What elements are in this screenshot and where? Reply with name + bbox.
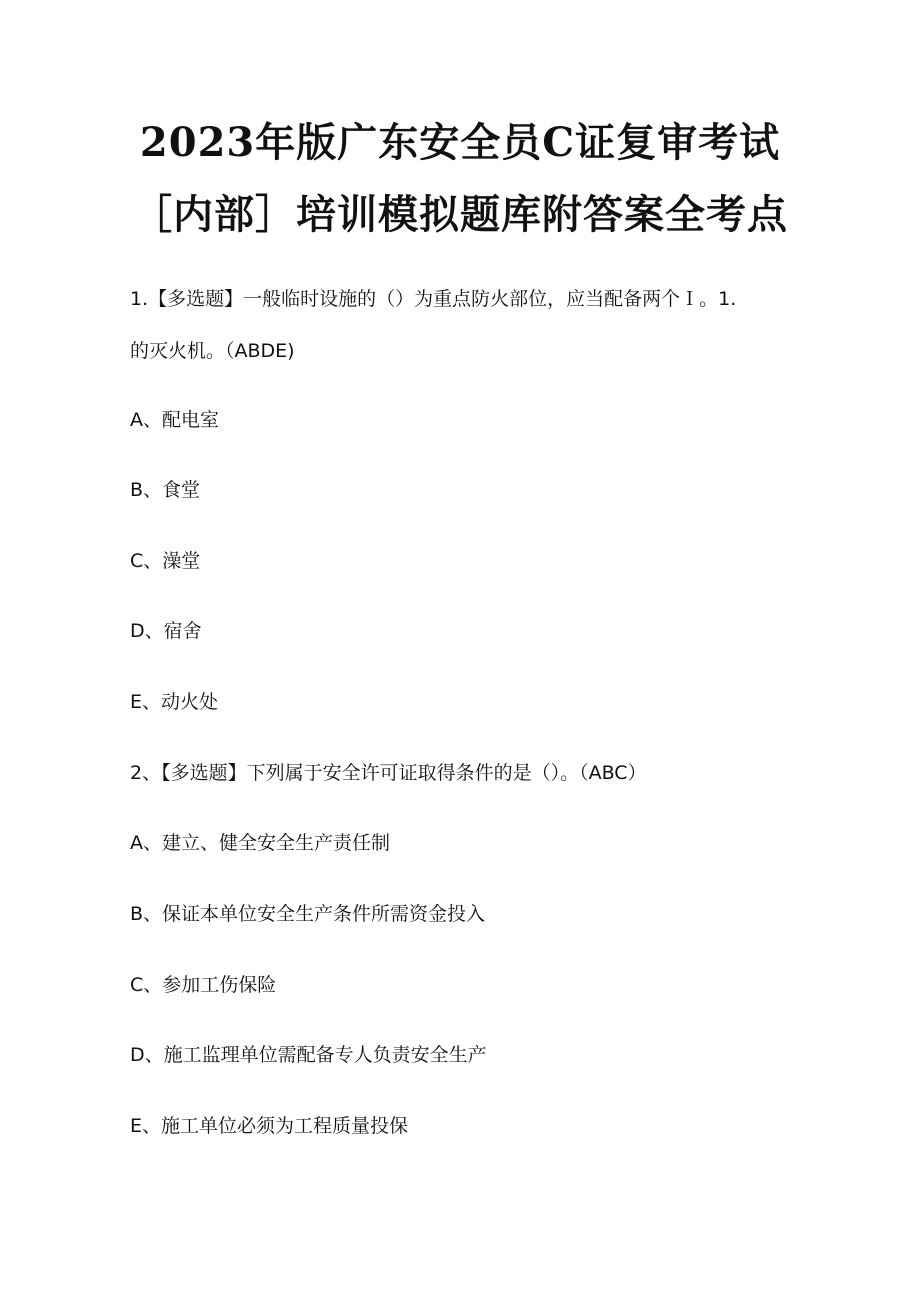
question-2-option-a: A、建立、健全安全生产责任制 <box>130 832 390 854</box>
question-1-option-d: D、宿舍 <box>130 620 202 642</box>
question-2-option-d: D、施工监理单位需配备专人负责安全生产 <box>130 1044 487 1066</box>
question-1-option-e: E、动火处 <box>130 691 219 713</box>
question-2-stem-line-1: 2、【多选题】下列属于安全许可证取得条件的是（）。（ABC） <box>130 762 647 784</box>
question-2-option-e: E、施工单位必须为工程质量投保 <box>130 1115 409 1137</box>
question-2-option-b: B、保证本单位安全生产条件所需资金投入 <box>130 903 486 925</box>
question-1-option-a: A、配电室 <box>130 409 219 431</box>
document-title-line-1: 2023年版广东安全员C证复审考试 <box>139 119 781 166</box>
question-1-option-c: C、澡堂 <box>130 550 201 572</box>
question-1-stem-line-2: 的灭火机。（ABDE) <box>130 340 295 362</box>
question-1-option-b: B、食堂 <box>130 479 201 501</box>
question-1-stem-line-1: 1.【多选题】一般临时设施的（）为重点防火部位，应当配备两个Ｉ。1. <box>130 288 737 310</box>
question-2-option-c: C、参加工伤保险 <box>130 974 277 996</box>
document-title-line-2: ［内部］培训模拟题库附答案全考点 <box>132 191 788 238</box>
